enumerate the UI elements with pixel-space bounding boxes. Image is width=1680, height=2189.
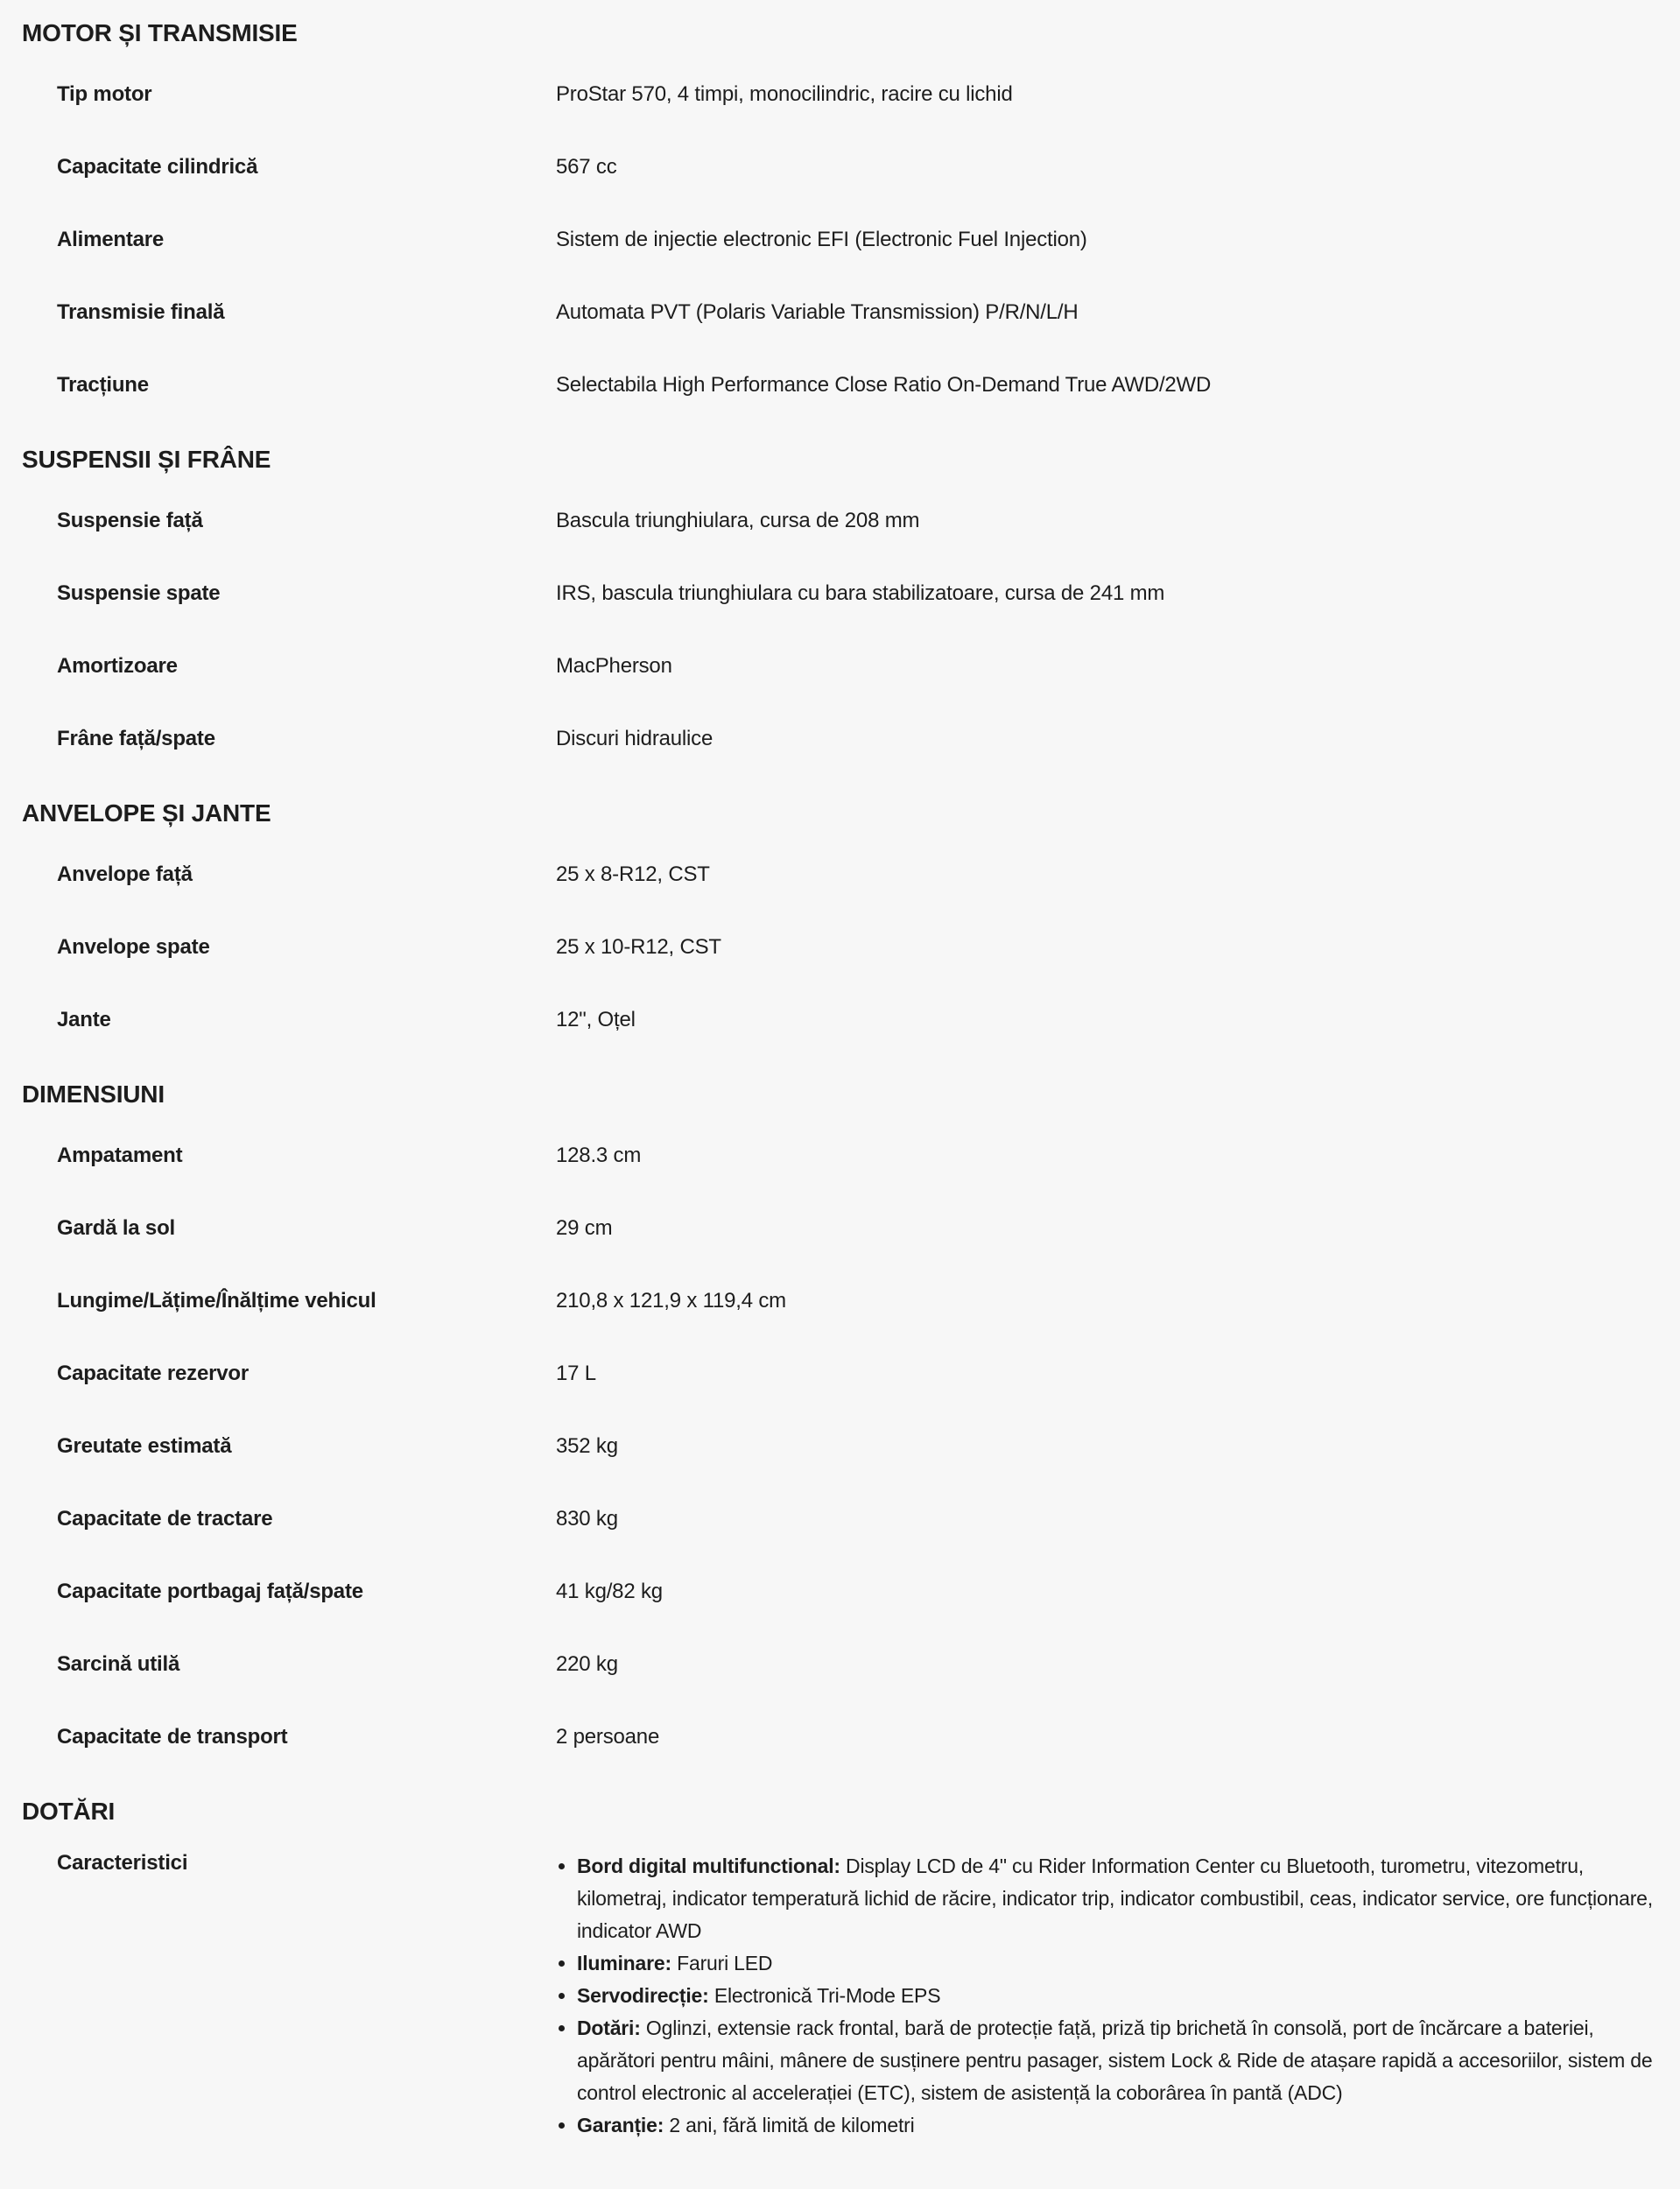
spec-row-suspensie-fata [0, 484, 1680, 557]
spec-label: Capacitate portbagaj față/spate [57, 1579, 363, 1603]
spec-value: 567 cc [556, 154, 617, 179]
feature-text: Display LCD de 4" cu Rider Information Center cu Bluetooth, turometru, vitezometru, kilometraj, indicator temperatură lichid de răcire, indicator trip, indicator combustibil, ceas, indicator service, ore funcționare, indicator AWD [577, 1855, 1653, 1942]
spec-label: Caracteristici [57, 1851, 188, 1875]
feature-lead: Garanție: [577, 2114, 664, 2136]
features-list [556, 1850, 1654, 2142]
spec-row-ampatament [0, 1119, 1680, 1192]
spec-row-greutate-estimata [0, 1410, 1680, 1482]
spec-value: 17 L [556, 1361, 596, 1385]
spec-label: Alimentare [57, 227, 165, 251]
spec-label: Suspensie față [57, 508, 203, 532]
spec-label: Frâne față/spate [57, 726, 215, 750]
spec-row-sarcina-utila [0, 1628, 1680, 1700]
section-title-anvelope-si-jante: ANVELOPE ȘI JANTE [22, 799, 271, 827]
section-motor-si-transmisie [0, 16, 1680, 421]
spec-label: Tip motor [57, 81, 152, 106]
section-title-motor-si-transmisie: MOTOR ȘI TRANSMISIE [22, 19, 298, 46]
spec-label: Anvelope față [57, 862, 193, 886]
spec-row-tractiune [0, 348, 1680, 421]
spec-label: Capacitate de tractare [57, 1506, 273, 1531]
spec-row-capacitate-de-tractare [0, 1482, 1680, 1555]
spec-value: 41 kg/82 kg [556, 1579, 663, 1603]
spec-label: Anvelope spate [57, 934, 210, 959]
spec-row-garda-la-sol [0, 1192, 1680, 1264]
spec-row-suspensie-spate [0, 557, 1680, 630]
spec-label: Capacitate cilindrică [57, 154, 258, 179]
spec-row-anvelope-fata [0, 838, 1680, 911]
feature-lead: Servodirecție: [577, 1984, 709, 2007]
spec-row-capacitate-rezervor [0, 1337, 1680, 1410]
feature-item-dotari [577, 2012, 1654, 2109]
spec-label: Jante [57, 1007, 111, 1031]
spec-value: 25 x 10-R12, CST [556, 934, 721, 959]
section-suspensii-si-frane [0, 421, 1680, 775]
spec-value: 128.3 cm [556, 1143, 642, 1167]
spec-label: Greutate estimată [57, 1433, 232, 1458]
spec-label: Suspensie spate [57, 581, 221, 605]
feature-lead: Iluminare: [577, 1952, 671, 1974]
spec-value: 210,8 x 121,9 x 119,4 cm [556, 1288, 786, 1313]
spec-value: 12", Oțel [556, 1007, 636, 1031]
spec-value: Discuri hidraulice [556, 726, 713, 750]
spec-value: Automata PVT (Polaris Variable Transmission) P/R/N/L/H [556, 299, 1079, 324]
feature-text: 2 ani, fără limită de kilometri [669, 2114, 915, 2136]
feature-item-servodirectie [577, 1980, 1654, 2012]
spec-value: Sistem de injectie electronic EFI (Electronic Fuel Injection) [556, 227, 1087, 251]
spec-value [556, 1850, 1654, 2142]
feature-item-iluminare [577, 1947, 1654, 1980]
spec-value: 830 kg [556, 1506, 618, 1531]
feature-text: Electronică Tri-Mode EPS [713, 1984, 941, 2007]
spec-row-jante [0, 983, 1680, 1056]
spec-value: IRS, bascula triunghiulara cu bara stabilizatoare, cursa de 241 mm [556, 581, 1165, 605]
spec-value: 352 kg [556, 1433, 618, 1458]
spec-label: Ampatament [57, 1143, 183, 1167]
spec-row-lungime-latime-inaltime [0, 1264, 1680, 1337]
spec-row-frane-fata-spate [0, 702, 1680, 775]
spec-label: Lungime/Lățime/Înălțime vehicul [57, 1288, 376, 1313]
section-dimensiuni [0, 1056, 1680, 1773]
feature-item-garantie [577, 2109, 1654, 2142]
spec-value: ProStar 570, 4 timpi, monocilindric, racire cu lichid [556, 81, 1013, 106]
feature-text: Oglinzi, extensie rack frontal, bară de protecție față, priză tip brichetă în consolă, port de încărcare a bateriei, apărători pentru mâini, mânere de susținere pentru pasager, sistem Lock & Ride de atașare rapidă a accesoriilor, sistem de control electronic al accelerației (ETC), sistem de asistență la coborârea în pantă (ADC) [577, 2017, 1653, 2104]
feature-lead: Dotări: [577, 2017, 641, 2039]
feature-text: Faruri LED [677, 1952, 773, 1974]
feature-lead: Bord digital multifunctional: [577, 1855, 840, 1877]
spec-value: 2 persoane [556, 1724, 660, 1749]
spec-row-alimentare [0, 203, 1680, 276]
spec-row-tip-motor [0, 58, 1680, 130]
spec-row-caracteristici [0, 1836, 1680, 2150]
spec-value: MacPherson [556, 653, 672, 678]
section-dotari [0, 1773, 1680, 2150]
spec-value: 25 x 8-R12, CST [556, 862, 710, 886]
spec-label: Transmisie finală [57, 299, 225, 324]
section-anvelope-si-jante [0, 775, 1680, 1056]
spec-value: Bascula triunghiulara, cursa de 208 mm [556, 508, 920, 532]
spec-label: Amortizoare [57, 653, 178, 678]
section-title-suspensii-si-frane: SUSPENSII ȘI FRÂNE [22, 446, 271, 473]
spec-label: Capacitate rezervor [57, 1361, 249, 1385]
spec-label: Capacitate de transport [57, 1724, 288, 1749]
spec-row-amortizoare [0, 630, 1680, 702]
spec-label: Tracțiune [57, 372, 149, 397]
spec-value: Selectabila High Performance Close Ratio On-Demand True AWD/2WD [556, 372, 1212, 397]
spec-value: 220 kg [556, 1651, 618, 1676]
spec-row-capacitate-portbagaj [0, 1555, 1680, 1628]
feature-item-bord-digital [577, 1850, 1654, 1947]
spec-label: Sarcină utilă [57, 1651, 180, 1676]
spec-value: 29 cm [556, 1215, 613, 1240]
section-title-dimensiuni: DIMENSIUNI [22, 1080, 165, 1108]
spec-row-capacitate-de-transport [0, 1700, 1680, 1773]
spec-label: Gardă la sol [57, 1215, 175, 1240]
section-title-dotari: DOTĂRI [22, 1798, 116, 1825]
spec-row-anvelope-spate [0, 911, 1680, 983]
spec-row-transmisie-finala [0, 276, 1680, 348]
spec-row-capacitate-cilindrica [0, 130, 1680, 203]
